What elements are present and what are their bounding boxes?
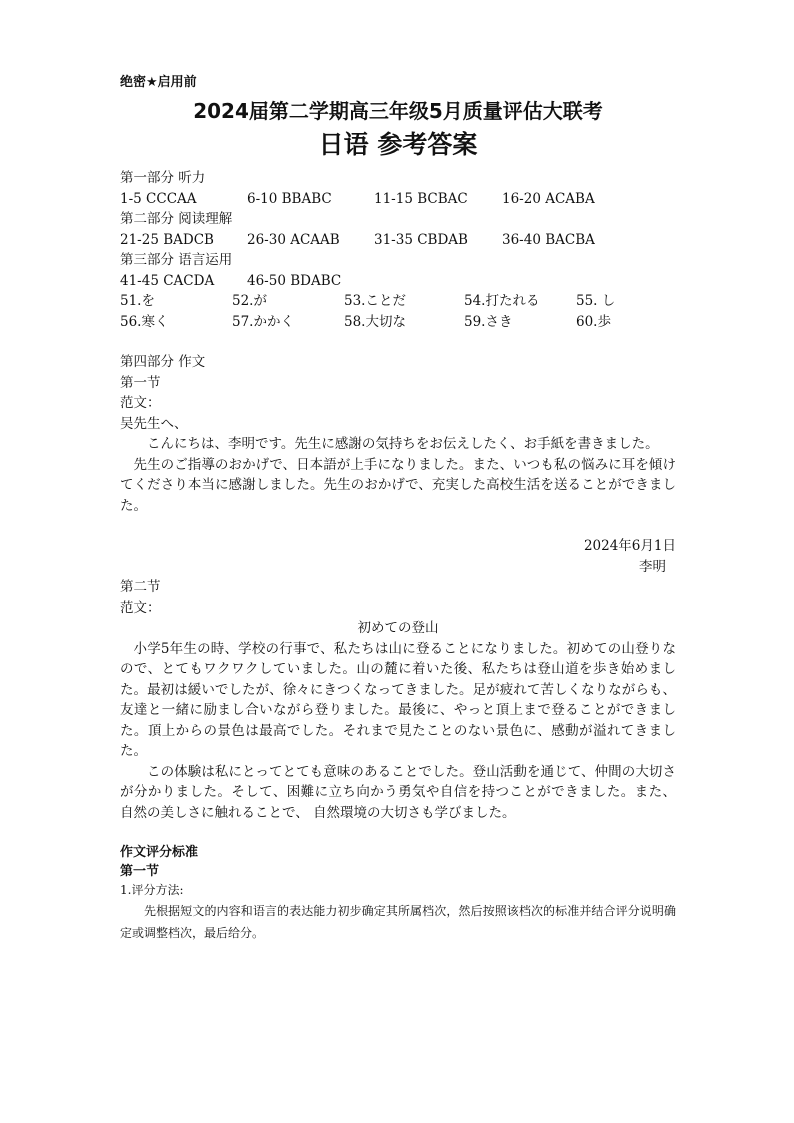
part2-heading: 第二部分 阅读理解 — [120, 211, 233, 227]
spacer — [120, 516, 676, 536]
letter-signature: 李明 — [639, 558, 666, 575]
part1-heading: 第一部分 听力 — [120, 170, 206, 186]
letter-paragraph-2: 先生のご指導のおかげで、日本語が上手になりました。また、いつも私の悩みに耳を傾けてくださり本当に感謝しました。先生のおかげで、充実した高校生活を送ることができました。 — [120, 456, 676, 514]
fill-answer: 53.ことだ — [344, 293, 406, 309]
fill-answer: 58.大切な — [344, 313, 406, 330]
fill-answer: 56.寒く — [120, 313, 169, 330]
fill-answer: 52.が — [232, 293, 267, 309]
fill-answer: 57.かかく — [232, 313, 294, 330]
answer-group: 31-35 CBDAB — [374, 231, 468, 248]
sample-label: 范文： — [120, 395, 161, 411]
answer-group: 36-40 BACBA — [502, 231, 595, 248]
scoring-section-label: 第一节 — [120, 864, 160, 879]
answer-group: 1-5 CCCAA — [120, 190, 197, 207]
letter-date: 2024年6月1日 — [583, 538, 676, 554]
section2-label: 第二节 — [120, 579, 161, 595]
essay-title: 初めての登山 — [357, 620, 439, 636]
answer-group: 46-50 BDABC — [247, 272, 342, 289]
spacer — [120, 823, 676, 843]
part4-heading: 第四部分 作文 — [120, 354, 206, 370]
answer-group: 11-15 BCBAC — [374, 190, 468, 207]
scoring-method-label: 1.评分方法: — [120, 883, 184, 897]
spacer — [120, 332, 676, 352]
answer-group: 26-30 ACAAB — [247, 231, 340, 248]
letter-salutation: 吴先生へ、 — [120, 415, 188, 432]
part2-answers — [120, 230, 676, 251]
essay-paragraph-1: 小学5年生の時、学校の行事で、私たちは山に登ることになりました。初めての山登りなので、とてもワクワクしていました。山の麓に着いた後、私たちは登山道を歩き始めました。最初は緩いでしたが、徐々にきつくなってきました。足が疲れて苦しくなりながらも、友達と一緒に励まし合いながら登りました。最後に、やっと頂上まで登ることができました。頂上からの景色は最高でした。それまで見たことのない景色に、感動が溢れてきました。 — [120, 640, 676, 759]
section1-label: 第一节 — [120, 374, 161, 391]
letter-paragraph-1: こんにちは、李明です。先生に感謝の気持ちをお伝えしたく、お手紙を書きました。 — [147, 436, 659, 452]
exam-title: 2024届第二学期高三年级5月质量评估大联考 — [193, 99, 603, 123]
fill-answers-row-1 — [120, 291, 676, 312]
exam-subtitle: 日语 参考答案 — [318, 130, 478, 159]
fill-answers-row-2 — [120, 312, 676, 333]
answer-group: 16-20 ACABA — [502, 190, 595, 207]
sample-label: 范文： — [120, 599, 161, 616]
answer-group: 6-10 BBABC — [247, 190, 332, 207]
confidential-mark: 绝密★启用前 — [120, 75, 197, 90]
part3-heading: 第三部分 语言运用 — [120, 252, 233, 268]
answer-group: 21-25 BADCB — [120, 231, 214, 248]
fill-answer: 55. し — [576, 293, 616, 309]
scoring-method-text: 先根据短文的内容和语言的表达能力初步确定其所属档次，然后按照该档次的标准并结合评分说明确定或调整档次，最后给分。 — [120, 904, 676, 940]
fill-answer: 59.さき — [464, 313, 513, 330]
page-content — [120, 74, 676, 944]
fill-answer: 54.打たれる — [464, 293, 540, 309]
part3-answers — [120, 271, 676, 292]
fill-answer: 60.歩 — [576, 313, 611, 330]
answer-group: 41-45 CACDA — [120, 272, 215, 289]
fill-answer: 51.を — [120, 293, 155, 309]
scoring-heading: 作文评分标准 — [120, 845, 199, 860]
essay-paragraph-2: この体験は私にとってとても意味のあることでした。登山活動を通じて、仲間の大切さが分かりました。そして、困難に立ち向かう勇気や自信を持つことができました。また、 自然の美しさに触れることで、 自然環境の大切さも学びました。 — [120, 763, 676, 821]
part1-answers — [120, 189, 676, 210]
